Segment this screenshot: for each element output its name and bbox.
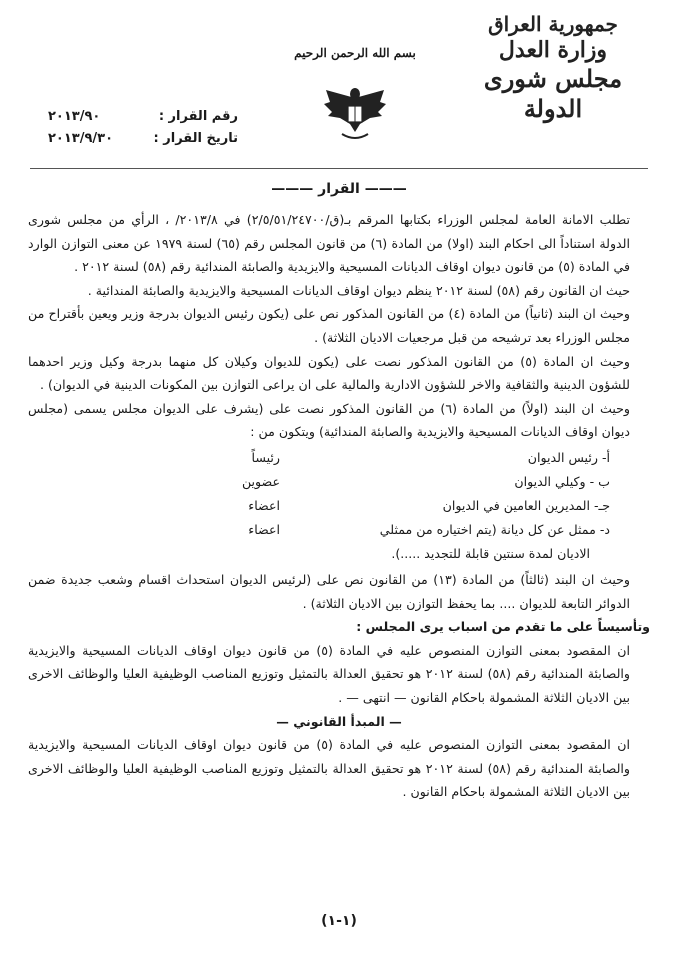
iraq-eagle-emblem-icon [320, 76, 390, 146]
legal-principle-heading: — المبدأ القانوني — [276, 713, 402, 729]
decision-date-label: تاريخ القرار : [153, 131, 238, 146]
paragraph-article-5: وحيث ان المادة (٥) من القانون المذكور نصت على (يكون للديوان وكيلان كل منهما بدرجة وكيل وزير احدهما للشؤون الدينية والثقافية والاخر للشؤون الادارية والمالية على ان يراعى التوازن بين المكونات الدينية في الديوان) . [28, 353, 630, 393]
paragraph-article-4: وحيث ان البند (ثانياً) من المادة (٤) من القانون المذكور نص على (يكون رئيس الديوان بدرجة وزير ويعين بأقتراح من مجلس الوزراء بعد ترشيحه من قبل مرجعيات الاديان الثلاثة) . [28, 306, 630, 345]
paragraph-article-6: وحيث ان البند (اولاً) من المادة (٦) من القانون المذكور نصت على (يشرف على الديوان مجلس يسمى (مجلس ديوان اوقاف الديانات المسيحية والايزيدية والصابئة المندائية) ويتكون من : [28, 400, 630, 440]
decision-date: ٢٠١٣/٩/٣٠ [48, 131, 114, 146]
header-divider [30, 168, 648, 169]
basmala: بسم الله الرحمن الرحيم [294, 46, 416, 60]
paragraph-conclusion: ان المقصود بمعنى التوازن المنصوص عليه في المادة (٥) من قانون ديوان اوقاف الديانات المسيحية والايزيدية والصابئة المندائية رقم (٥٨) لسنة ٢٠١٢ هو تحقيق العدالة بالتمثيل وتوزيع المناصب الوظيفية العليا والوظائف الاخرى بين الاديان الثلاثة المشمولة باحكام القانون — انتهى — . [28, 642, 631, 705]
paragraph-law-58: حيث ان القانون رقم (٥٨) لسنة ٢٠١٢ ينظم ديوان اوقاف الديانات المسيحية والايزيدية والصابئة المندائية . [87, 282, 630, 298]
paragraph-article-13: وحيث ان البند (ثالثاً) من المادة (١٣) من القانون نص على (لرئيس الديوان استحداث اقسام وشعب جديدة ضمن الدوائر التابعة للديوان .... بما يحفظ التوازن بين الاديان الثلاثة) . [28, 571, 630, 611]
list-item: الاديان لمدة سنتين قابلة للتجديد .....). [391, 545, 590, 561]
list-item: ب - وكيلي الديوان عضوين [241, 473, 610, 489]
title-text: القرار [318, 181, 360, 197]
paragraph-request: تطلب الامانة العامة لمجلس الوزراء بكتابها المرقم بـ(ق/٢/٥/٥١/٢٤٧٠٠) في ٢٠١٣/٨/ ، الرأي من مجلس شورى الدولة استناداً الى احكام البند (اولا) من المادة (٦) من قانون المجلس رقم (٦٥) لسنة ١٩٧٩ عن معنى التوازن الوارد في المادة (٥) من قانون ديوان اوقاف الديانات المسيحية والايزيدية والصابئة المندائية رقم (٥٨) لسنة ٢٠١٢ . [28, 212, 630, 275]
conclusion-heading: وتأسيساً على ما تقدم من اسباب يرى المجلس : [356, 619, 650, 635]
list-item: جـ- المديرين العامين في الديوان اعضاء [248, 497, 610, 513]
decision-meta [48, 106, 238, 150]
letterhead [468, 12, 638, 124]
document-title: ——— القرار ——— [271, 181, 407, 197]
document-body [28, 208, 650, 804]
decision-number: ٢٠١٣/٩٠ [48, 109, 101, 124]
paragraph-legal-principle: ان المقصود بمعنى التوازن المنصوص عليه في المادة (٥) من قانون ديوان اوقاف الديانات المسيحية والايزيدية والصابئة المندائية رقم (٥٨) لسنة ٢٠١٢ هو تحقيق العدالة بالتمثيل وتوزيع المناصب الوظيفية العليا والوظائف الاخرى بين الاديان الثلاثة المشمولة باحكام القانون . [28, 737, 631, 800]
decision-number-label: رقم القرار : [158, 109, 238, 124]
ministry-name: وزارة العدل [498, 37, 608, 63]
list-item: د- ممثل عن كل ديانة (يتم اختياره من ممثلي اعضاء [248, 521, 610, 537]
council-members-list [28, 446, 650, 566]
council-name: مجلس شورى الدولة [483, 64, 623, 123]
republic-name: جمهورية العراق [488, 12, 618, 36]
page-number: (١-١) [321, 913, 357, 929]
principle-heading-text: المبدأ القانوني [293, 713, 385, 729]
list-item: أ- رئيس الديوان رئيساً [251, 449, 610, 465]
